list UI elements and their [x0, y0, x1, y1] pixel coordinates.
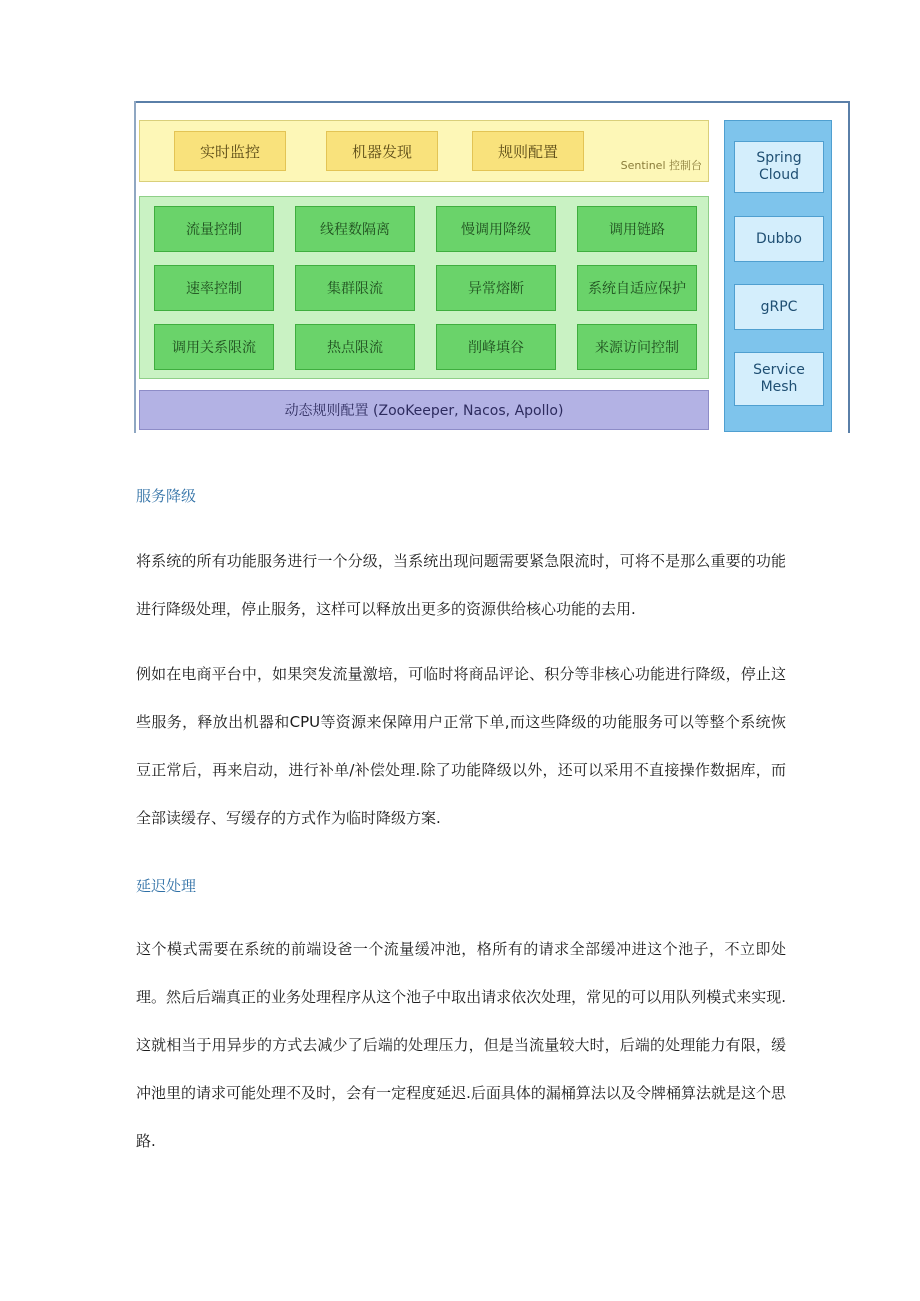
- paragraph: 将系统的所有功能服务进行一个分级，当系统出现问题需要紧急限流时，可将不是那么重要的功能进行降级处理，停止服务，这样可以释放出更多的资源供给核心功能的去用.: [136, 552, 786, 618]
- feature-cluster-limit: 集群限流: [295, 265, 415, 311]
- console-box-machine-discovery: 机器发现: [326, 131, 438, 171]
- dynamic-rule-config-bar: 动态规则配置 (ZooKeeper, Nacos, Apollo): [139, 390, 709, 430]
- feature-exception-break: 异常熔断: [436, 265, 556, 311]
- diagram-frame-top: [134, 101, 850, 103]
- paragraph: 这个模式需要在系统的前端设爸一个流量缓冲池，格所有的请求全部缓冲进这个池子，不立即处理。然后后端真正的业务处理程序从这个池子中取出请求依次处理，常见的可以用队列模式来实现.这就相当于用异步的方式去减少了后端的处理压力，但是当流量较大时，后端的处理能力有限，缓冲池里的请求可能处理不及时，会有一定程度延迟.后面具体的漏桶算法以及令牌桶算法就是这个思路.: [136, 940, 786, 1150]
- feature-slow-call-degrade: 慢调用降级: [436, 206, 556, 252]
- feature-system-adaptive: 系统自适应保护: [577, 265, 697, 311]
- diagram-frame-right: [848, 101, 850, 433]
- feature-call-chain: 调用链路: [577, 206, 697, 252]
- feature-origin-access-control: 来源访问控制: [577, 324, 697, 370]
- diagram-frame-left: [134, 101, 136, 433]
- sentinel-architecture-diagram: [134, 101, 850, 433]
- adapter-service-mesh: Service Mesh: [734, 352, 824, 406]
- console-box-rule-config: 规则配置: [472, 131, 584, 171]
- feature-flow-control: 流量控制: [154, 206, 274, 252]
- console-tag: Sentinel 控制台: [620, 159, 702, 172]
- adapter-spring-cloud: Spring Cloud: [734, 141, 824, 193]
- adapter-dubbo: Dubbo: [734, 216, 824, 262]
- console-box-realtime-monitor: 实时监控: [174, 131, 286, 171]
- feature-hotspot-limit: 热点限流: [295, 324, 415, 370]
- section-heading-delay-processing: 延迟处理: [136, 877, 197, 895]
- adapter-grpc: gRPC: [734, 284, 824, 330]
- feature-peak-shaving: 削峰填谷: [436, 324, 556, 370]
- adapters-panel: [724, 120, 832, 432]
- feature-rate-control: 速率控制: [154, 265, 274, 311]
- feature-thread-isolation: 线程数隔离: [295, 206, 415, 252]
- paragraph: 例如在电商平台中，如果突发流量激培，可临时将商品评论、积分等非核心功能进行降级，停止这些服务，释放出机器和CPU等资源来保障用户正常下单,而这些降级的功能服务可以等整个系统恢豆正常后，再来启动，进行补单/补偿处理.除了功能降级以外，还可以采用不直接操作数据库，而全部读缓存、写缓存的方式作为临时降级方案.: [136, 665, 786, 827]
- section-heading-service-degrade: 服务降级: [136, 487, 197, 505]
- feature-relation-limit: 调用关系限流: [154, 324, 274, 370]
- sentinel-console-panel: [139, 120, 709, 182]
- feature-grid-panel: [139, 196, 709, 379]
